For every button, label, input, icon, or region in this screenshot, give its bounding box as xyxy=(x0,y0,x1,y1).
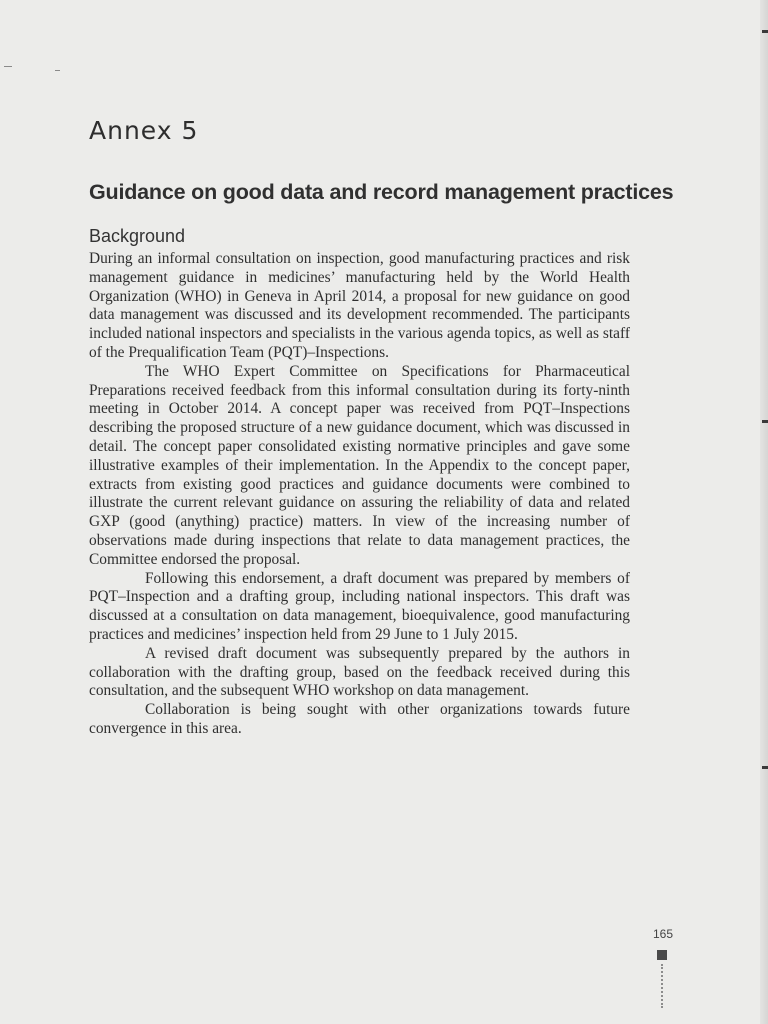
paragraph-3: Following this endorsement, a draft document was prepared by members of PQT–Inspection and a drafting group, including national inspectors. This draft was discussed at a consultation on data management, bioequivalence, good manufacturing practices and medicines’ inspection held from 29 June to 1 July 2015. xyxy=(89,569,630,643)
section-heading-background: Background xyxy=(89,226,186,246)
paragraph-1: During an informal consultation on inspection, good manufacturing practices and risk management guidance in medicines’ manufacturing held by the World Health Organization (WHO) in Geneva in April 2014, a proposal for new guidance on good data management was discussed and its development recommended. The participants included national inspectors and specialists in the various agenda topics, as well as staff of the Prequalification Team (PQT)–Inspections. xyxy=(89,250,630,361)
page-marker-square xyxy=(657,950,667,960)
paragraph-5: Collaboration is being sought with other organizations towards future convergence in this area. xyxy=(89,701,630,737)
paragraph-2: The WHO Expert Committee on Specifications for Pharmaceutical Preparations received feedback from this informal consultation during its forty-ninth meeting in October 2014. A concept paper was received from PQT–Inspections describing the proposed structure of a new guidance document, which was discussed in detail. The concept paper consolidated existing normative principles and gave some illustrative examples of their implementation. In the Appendix to the concept paper, extracts from existing good practices and guidance documents were combined to illustrate the current relevant guidance on assuring the reliability of data and related GXP (good (anything) practice) matters. In view of the increasing number of observations made during inspections that relate to data management practices, the Committee endorsed the proposal. xyxy=(89,362,630,568)
page-edge-shadow xyxy=(760,0,768,1024)
dotted-rule xyxy=(661,964,663,1008)
page-number: 165 xyxy=(653,927,674,941)
paragraph-4: A revised draft document was subsequently prepared by the authors in collaboration with the drafting group, based on the feedback received during this consultation, and the subsequent WHO workshop on data management. xyxy=(89,644,630,700)
edge-mark xyxy=(762,30,768,33)
scan-artifact xyxy=(55,70,60,71)
edge-mark xyxy=(762,766,768,769)
document-title: Guidance on good data and record management practices xyxy=(89,180,674,204)
body-text xyxy=(89,250,630,739)
edge-mark xyxy=(762,420,768,423)
annex-heading: Annex 5 xyxy=(89,116,199,145)
scan-artifact xyxy=(4,66,12,67)
